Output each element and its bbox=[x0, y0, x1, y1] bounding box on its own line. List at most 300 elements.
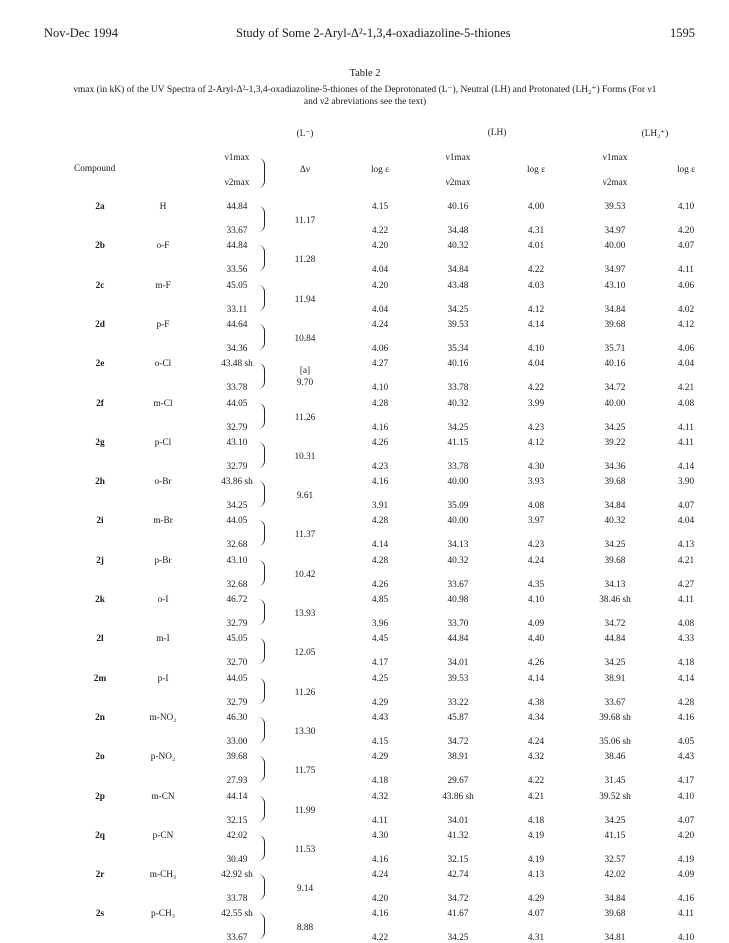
nu1-deprotonated: 44.05 bbox=[226, 398, 248, 409]
nu1-deprotonated: 42.92 sh bbox=[221, 870, 253, 881]
nu2-deprotonated: 32.79 bbox=[226, 697, 248, 708]
loge2-neutral: 4.09 bbox=[527, 619, 545, 629]
nu1-neutral: 38.91 bbox=[447, 752, 469, 763]
loge2-deprotonated: 4.11 bbox=[372, 815, 388, 826]
nu2-deprotonated: 27.93 bbox=[226, 776, 248, 787]
compound-id: 2s bbox=[95, 909, 105, 920]
nu1-deprotonated: 45.05 bbox=[226, 280, 248, 291]
substituent: p-CN bbox=[152, 830, 174, 841]
nu2-deprotonated: 32.15 bbox=[226, 815, 248, 826]
loge2-neutral: 4.29 bbox=[527, 894, 545, 905]
loge1-protonated: 4.10 bbox=[677, 791, 695, 802]
nu1-deprotonated: 42.02 bbox=[226, 830, 248, 841]
nu1-neutral: 41.15 bbox=[447, 437, 469, 448]
compound-id: 2q bbox=[95, 830, 105, 841]
nu2-neutral: 34.25 bbox=[447, 304, 469, 315]
nu2-deprotonated: 33.11 bbox=[226, 304, 248, 315]
substituent: m-F bbox=[155, 280, 171, 291]
loge2-neutral: 4.26 bbox=[527, 658, 545, 669]
loge2-neutral: 4.23 bbox=[527, 422, 545, 433]
loge1-deprotonated: 4.28 bbox=[371, 555, 389, 566]
row-brace bbox=[258, 796, 265, 822]
loge2-protonated: 4.20 bbox=[677, 226, 695, 236]
running-header-date: Nov-Dec 1994 bbox=[44, 26, 118, 40]
nu2-protonated: 34.97 bbox=[604, 226, 626, 236]
nu1-neutral: 43.86 sh bbox=[442, 791, 474, 802]
nu2-neutral: 34.13 bbox=[447, 540, 469, 551]
nu1-neutral: 40.16 bbox=[447, 202, 469, 212]
col-header-loge-LH2: log ε bbox=[676, 165, 696, 175]
delta-nu: 8.88 bbox=[296, 923, 314, 934]
nu1-neutral: 40.32 bbox=[447, 241, 469, 252]
nu1-neutral: 43.48 bbox=[447, 280, 469, 291]
nu1-protonated: 42.02 bbox=[604, 870, 626, 881]
group-header-protonated: (LH₂⁺) bbox=[641, 129, 669, 139]
substituent: m-NO₂ bbox=[149, 712, 177, 723]
delta-nu: 11.99 bbox=[294, 805, 316, 816]
nu2-neutral: 34.25 bbox=[447, 933, 469, 943]
loge2-protonated: 4.18 bbox=[677, 658, 695, 669]
nu2-neutral: 33.22 bbox=[447, 697, 469, 708]
loge2-deprotonated: 3.91 bbox=[371, 501, 389, 512]
substituent: p-NO₂ bbox=[150, 752, 176, 763]
loge1-protonated: 4.21 bbox=[677, 555, 695, 566]
running-header-title: Study of Some 2-Aryl-Δ²-1,3,4-oxadiazoline-5-thiones bbox=[236, 26, 511, 40]
delta-nu: 13.93 bbox=[294, 609, 316, 619]
row-brace bbox=[258, 520, 265, 546]
substituent: m-I bbox=[156, 634, 170, 645]
nu1-deprotonated: 43.48 sh bbox=[221, 359, 253, 370]
loge2-neutral: 4.10 bbox=[527, 343, 545, 354]
col-header-delta-nu: Δν bbox=[299, 165, 311, 175]
loge1-protonated: 4.11 bbox=[678, 909, 694, 920]
nu2-neutral: 33.70 bbox=[447, 619, 469, 629]
nu2-neutral: 29.67 bbox=[447, 776, 469, 787]
nu2-deprotonated: 32.68 bbox=[226, 579, 248, 590]
nu1-neutral: 44.84 bbox=[447, 634, 469, 645]
nu1-protonated: 39.68 bbox=[604, 319, 626, 330]
loge1-protonated: 4.07 bbox=[677, 241, 695, 252]
loge2-protonated: 4.07 bbox=[677, 815, 695, 826]
loge2-deprotonated: 4.15 bbox=[371, 736, 389, 747]
substituent: o-I bbox=[157, 595, 169, 605]
nu1-deprotonated: 44.05 bbox=[226, 673, 248, 684]
compound-id: 2m bbox=[93, 673, 107, 684]
substituent: p-CH₃ bbox=[151, 909, 175, 920]
nu2-protonated: 32.57 bbox=[604, 854, 626, 865]
nu2-protonated: 34.25 bbox=[604, 540, 626, 551]
loge1-protonated: 4.14 bbox=[677, 673, 695, 684]
loge1-protonated: 4.09 bbox=[677, 870, 695, 881]
nu2-protonated: 34.84 bbox=[604, 304, 626, 315]
delta-nu: 9.70 bbox=[296, 378, 314, 389]
row-brace bbox=[258, 403, 265, 429]
substituent: o-Br bbox=[154, 477, 172, 488]
loge1-deprotonated: 4.26 bbox=[371, 437, 389, 448]
table-label: Table 2 bbox=[349, 68, 381, 79]
delta-nu: 9.61 bbox=[296, 491, 314, 502]
loge2-deprotonated: 4.20 bbox=[371, 894, 389, 905]
loge2-protonated: 4.17 bbox=[677, 776, 695, 787]
loge1-neutral: 4.07 bbox=[527, 909, 545, 920]
delta-nu: 11.26 bbox=[294, 412, 316, 423]
loge1-deprotonated: 4.24 bbox=[371, 870, 389, 881]
col-header-nu1-LH: ν1max bbox=[445, 153, 471, 163]
loge2-protonated: 4.02 bbox=[677, 304, 695, 315]
row-brace bbox=[258, 756, 265, 782]
loge1-neutral: 4.03 bbox=[527, 280, 545, 291]
nu2-protonated: 34.81 bbox=[604, 933, 626, 943]
loge1-deprotonated: 4.24 bbox=[371, 319, 389, 330]
nu2-neutral: 32.15 bbox=[447, 854, 469, 865]
compound-id: 2i bbox=[96, 516, 104, 527]
loge2-protonated: 4.16 bbox=[677, 894, 695, 905]
col-header-nu2-LH: ν2max bbox=[445, 178, 471, 188]
row-brace bbox=[258, 638, 265, 664]
nu2-protonated: 35.71 bbox=[604, 343, 626, 354]
nu1-deprotonated: 44.05 bbox=[226, 516, 248, 527]
compound-id: 2d bbox=[95, 319, 105, 330]
row-brace bbox=[258, 874, 265, 900]
delta-nu-note: [a] bbox=[299, 366, 311, 377]
nu1-protonated: 40.00 bbox=[604, 241, 626, 252]
loge2-neutral: 4.38 bbox=[527, 697, 545, 708]
loge1-protonated: 4.16 bbox=[677, 712, 695, 723]
nu1-protonated: 39.52 sh bbox=[599, 791, 631, 802]
nu1-deprotonated: 44.64 bbox=[226, 319, 248, 330]
loge1-neutral: 4.01 bbox=[527, 241, 545, 252]
loge1-neutral: 4.00 bbox=[527, 202, 545, 212]
loge2-deprotonated: 4.16 bbox=[371, 854, 389, 865]
nu2-deprotonated: 30.49 bbox=[226, 854, 248, 865]
group-header-deprotonated: (L⁻) bbox=[296, 129, 314, 139]
nu1-neutral: 42.74 bbox=[447, 870, 469, 881]
row-brace bbox=[258, 363, 265, 389]
nu2-deprotonated: 32.79 bbox=[226, 422, 248, 433]
loge1-protonated: 4.08 bbox=[677, 398, 695, 409]
nu2-protonated: 35.06 sh bbox=[599, 736, 631, 747]
nu2-protonated: 33.67 bbox=[604, 697, 626, 708]
compound-id: 2k bbox=[95, 595, 105, 605]
loge1-protonated: 4.11 bbox=[678, 595, 694, 605]
nu1-protonated: 40.32 bbox=[604, 516, 626, 527]
nu1-protonated: 39.68 sh bbox=[599, 712, 631, 723]
header-brace bbox=[258, 158, 265, 188]
loge1-protonated: 3.90 bbox=[677, 477, 695, 488]
nu1-neutral: 41.32 bbox=[447, 830, 469, 841]
loge2-deprotonated: 4.23 bbox=[371, 461, 389, 472]
nu1-deprotonated: 45.05 bbox=[226, 634, 248, 645]
loge2-neutral: 4.35 bbox=[527, 579, 545, 590]
delta-nu: 11.26 bbox=[294, 687, 316, 698]
nu1-neutral: 40.00 bbox=[447, 477, 469, 488]
loge2-protonated: 4.07 bbox=[677, 501, 695, 512]
row-brace bbox=[258, 442, 265, 468]
nu2-neutral: 35.09 bbox=[447, 501, 469, 512]
loge2-protonated: 4.06 bbox=[677, 343, 695, 354]
nu1-neutral: 39.53 bbox=[447, 673, 469, 684]
loge1-neutral: 4.10 bbox=[527, 595, 545, 605]
loge1-protonated: 4.10 bbox=[677, 202, 695, 212]
delta-nu: 11.75 bbox=[294, 766, 316, 777]
nu1-deprotonated: 42.55 sh bbox=[221, 909, 253, 920]
loge1-deprotonated: 4.28 bbox=[371, 516, 389, 527]
nu1-neutral: 39.53 bbox=[447, 319, 469, 330]
nu1-protonated: 39.53 bbox=[604, 202, 626, 212]
nu2-deprotonated: 32.79 bbox=[226, 461, 248, 472]
loge1-deprotonated: 4.43 bbox=[371, 712, 389, 723]
loge1-neutral: 4.12 bbox=[527, 437, 545, 448]
row-brace bbox=[258, 717, 265, 743]
nu2-protonated: 34.84 bbox=[604, 894, 626, 905]
loge2-protonated: 4.11 bbox=[678, 422, 694, 433]
substituent: o-Cl bbox=[154, 359, 172, 370]
loge1-deprotonated: 4.15 bbox=[371, 202, 389, 212]
nu2-deprotonated: 32.79 bbox=[226, 619, 248, 629]
nu1-neutral: 45.87 bbox=[447, 712, 469, 723]
loge2-protonated: 4.08 bbox=[677, 619, 695, 629]
loge2-neutral: 4.31 bbox=[527, 226, 545, 236]
loge2-deprotonated: 4.22 bbox=[371, 933, 389, 943]
row-brace bbox=[258, 835, 265, 861]
loge2-protonated: 4.28 bbox=[677, 697, 695, 708]
compound-id: 2j bbox=[96, 555, 104, 566]
delta-nu: 11.53 bbox=[294, 844, 316, 855]
nu1-deprotonated: 46.72 bbox=[226, 595, 248, 605]
nu1-deprotonated: 46.30 bbox=[226, 712, 248, 723]
loge1-neutral: 4.19 bbox=[527, 830, 545, 841]
nu1-neutral: 40.00 bbox=[447, 516, 469, 527]
loge2-neutral: 4.23 bbox=[527, 540, 545, 551]
delta-nu: 11.28 bbox=[294, 255, 316, 266]
loge1-deprotonated: 4.29 bbox=[371, 752, 389, 763]
page-number: 1595 bbox=[670, 26, 695, 40]
nu1-deprotonated: 43.10 bbox=[226, 555, 248, 566]
loge2-protonated: 4.10 bbox=[677, 933, 695, 943]
nu2-protonated: 34.13 bbox=[604, 579, 626, 590]
nu1-neutral: 40.32 bbox=[447, 555, 469, 566]
loge2-deprotonated: 4.22 bbox=[371, 226, 389, 236]
nu2-neutral: 34.72 bbox=[447, 894, 469, 905]
nu2-neutral: 34.01 bbox=[447, 658, 469, 669]
loge1-protonated: 4.11 bbox=[678, 437, 694, 448]
delta-nu: 13.30 bbox=[294, 726, 316, 737]
nu1-deprotonated: 43.86 sh bbox=[221, 477, 253, 488]
row-brace bbox=[258, 324, 265, 350]
nu2-protonated: 34.84 bbox=[604, 501, 626, 512]
row-brace bbox=[258, 678, 265, 704]
nu2-protonated: 34.72 bbox=[604, 619, 626, 629]
compound-id: 2f bbox=[96, 398, 104, 409]
delta-nu: 10.42 bbox=[294, 569, 316, 580]
loge2-deprotonated: 4.10 bbox=[371, 383, 389, 394]
loge2-neutral: 4.24 bbox=[527, 736, 545, 747]
substituent: H bbox=[159, 202, 167, 212]
nu2-neutral: 34.48 bbox=[447, 226, 469, 236]
nu2-neutral: 34.25 bbox=[447, 422, 469, 433]
delta-nu: 11.94 bbox=[294, 294, 316, 305]
nu2-deprotonated: 33.56 bbox=[226, 265, 248, 276]
row-brace bbox=[258, 245, 265, 271]
loge2-deprotonated: 3.96 bbox=[371, 619, 389, 629]
loge2-protonated: 4.05 bbox=[677, 736, 695, 747]
substituent: m-CN bbox=[151, 791, 175, 802]
loge1-neutral: 4.04 bbox=[527, 359, 545, 370]
col-header-nu2-L: ν2max bbox=[224, 178, 250, 188]
loge1-protonated: 4.04 bbox=[677, 516, 695, 527]
nu1-protonated: 38.91 bbox=[604, 673, 626, 684]
loge2-neutral: 4.22 bbox=[527, 265, 545, 276]
loge1-neutral: 4.24 bbox=[527, 555, 545, 566]
loge1-deprotonated: 4.20 bbox=[371, 280, 389, 291]
nu1-deprotonated: 43.10 bbox=[226, 437, 248, 448]
loge1-deprotonated: 4.16 bbox=[371, 477, 389, 488]
loge1-protonated: 4.06 bbox=[677, 280, 695, 291]
loge1-deprotonated: 4.27 bbox=[371, 359, 389, 370]
loge2-neutral: 4.31 bbox=[527, 933, 545, 943]
delta-nu: 11.17 bbox=[294, 216, 316, 226]
loge1-neutral: 4.13 bbox=[527, 870, 545, 881]
nu2-protonated: 31.45 bbox=[604, 776, 626, 787]
loge1-neutral: 4.40 bbox=[527, 634, 545, 645]
row-brace bbox=[258, 206, 265, 232]
nu1-neutral: 41.67 bbox=[447, 909, 469, 920]
substituent: m-Br bbox=[153, 516, 173, 527]
nu1-deprotonated: 44.84 bbox=[226, 241, 248, 252]
substituent: p-I bbox=[157, 673, 169, 684]
row-brace bbox=[258, 285, 265, 311]
compound-id: 2p bbox=[95, 791, 105, 802]
substituent: o-F bbox=[156, 241, 170, 252]
nu2-deprotonated: 32.70 bbox=[226, 658, 248, 669]
loge2-neutral: 4.18 bbox=[527, 815, 545, 826]
loge2-deprotonated: 4.14 bbox=[371, 540, 389, 551]
loge1-protonated: 4.43 bbox=[677, 752, 695, 763]
nu2-protonated: 34.25 bbox=[604, 422, 626, 433]
col-header-nu1-L: ν1max bbox=[224, 153, 250, 163]
row-brace bbox=[258, 913, 265, 939]
nu1-protonated: 39.68 bbox=[604, 555, 626, 566]
loge2-deprotonated: 4.26 bbox=[371, 579, 389, 590]
row-brace bbox=[258, 481, 265, 507]
nu1-protonated: 41.15 bbox=[604, 830, 626, 841]
nu2-deprotonated: 33.67 bbox=[226, 933, 248, 943]
nu2-neutral: 34.84 bbox=[447, 265, 469, 276]
loge1-neutral: 3.93 bbox=[527, 477, 545, 488]
compound-id: 2n bbox=[95, 712, 105, 723]
loge1-protonated: 4.33 bbox=[677, 634, 695, 645]
nu2-neutral: 34.01 bbox=[447, 815, 469, 826]
loge2-neutral: 4.19 bbox=[527, 854, 545, 865]
loge1-deprotonated: 4.16 bbox=[371, 909, 389, 920]
loge2-deprotonated: 4.06 bbox=[371, 343, 389, 354]
col-header-nu1-LH2: ν1max bbox=[602, 153, 628, 163]
loge1-protonated: 4.20 bbox=[677, 830, 695, 841]
row-brace bbox=[258, 560, 265, 586]
compound-id: 2b bbox=[95, 241, 105, 252]
nu2-deprotonated: 33.78 bbox=[226, 894, 248, 905]
substituent: p-Br bbox=[154, 555, 172, 566]
nu1-deprotonated: 44.14 bbox=[226, 791, 248, 802]
nu1-protonated: 43.10 bbox=[604, 280, 626, 291]
compound-id: 2a bbox=[95, 202, 105, 212]
loge1-deprotonated: 4.25 bbox=[371, 673, 389, 684]
nu2-deprotonated: 32.68 bbox=[226, 540, 248, 551]
nu2-protonated: 34.25 bbox=[604, 658, 626, 669]
loge1-deprotonated: 4.28 bbox=[371, 398, 389, 409]
loge2-protonated: 4.11 bbox=[678, 265, 694, 276]
delta-nu: 12.05 bbox=[294, 648, 316, 659]
loge2-deprotonated: 4.18 bbox=[371, 776, 389, 787]
loge2-deprotonated: 4.17 bbox=[371, 658, 389, 669]
nu2-deprotonated: 33.00 bbox=[226, 736, 248, 747]
nu1-deprotonated: 44.84 bbox=[226, 202, 248, 212]
compound-id: 2g bbox=[95, 437, 105, 448]
substituent: m-Cl bbox=[153, 398, 173, 409]
loge2-neutral: 4.22 bbox=[527, 776, 545, 787]
substituent: m-CH₃ bbox=[149, 870, 177, 881]
nu2-deprotonated: 34.36 bbox=[226, 343, 248, 354]
loge2-protonated: 4.21 bbox=[677, 383, 695, 394]
compound-id: 2l bbox=[96, 634, 104, 645]
loge2-protonated: 4.19 bbox=[677, 854, 695, 865]
nu2-protonated: 34.25 bbox=[604, 815, 626, 826]
nu2-neutral: 35.34 bbox=[447, 343, 469, 354]
nu2-deprotonated: 33.67 bbox=[226, 226, 248, 236]
nu2-protonated: 34.97 bbox=[604, 265, 626, 276]
nu2-protonated: 34.72 bbox=[604, 383, 626, 394]
loge2-neutral: 4.08 bbox=[527, 501, 545, 512]
col-header-loge-LH: log ε bbox=[526, 165, 546, 175]
loge1-deprotonated: 4.30 bbox=[371, 830, 389, 841]
compound-id: 2c bbox=[95, 280, 105, 291]
loge1-neutral: 4.32 bbox=[527, 752, 545, 763]
delta-nu: 10.84 bbox=[294, 333, 316, 344]
table-caption-line1: νmax (in kK) of the UV Spectra of 2-Aryl-Δ²-1,3,4-oxadiazoline-5-thiones of the Deprotonated (L⁻), Neutral (LH) and Protonated (LH₂⁺) Forms (For ν1 bbox=[73, 85, 657, 95]
nu2-neutral: 34.72 bbox=[447, 736, 469, 747]
loge2-deprotonated: 4.29 bbox=[371, 697, 389, 708]
delta-nu: 10.31 bbox=[294, 451, 316, 462]
loge1-deprotonated: 4.20 bbox=[371, 241, 389, 252]
loge2-protonated: 4.13 bbox=[677, 540, 695, 551]
loge2-protonated: 4.14 bbox=[677, 461, 695, 472]
loge2-deprotonated: 4.04 bbox=[371, 265, 389, 276]
nu1-neutral: 40.16 bbox=[447, 359, 469, 370]
loge1-protonated: 4.04 bbox=[677, 359, 695, 370]
delta-nu: 11.37 bbox=[294, 530, 316, 541]
nu1-protonated: 38.46 bbox=[604, 752, 626, 763]
loge1-neutral: 4.34 bbox=[527, 712, 545, 723]
col-header-loge-L: log ε bbox=[370, 165, 390, 175]
nu2-neutral: 33.78 bbox=[447, 383, 469, 394]
loge1-neutral: 4.14 bbox=[527, 673, 545, 684]
nu1-protonated: 38.46 sh bbox=[599, 595, 631, 605]
nu2-neutral: 33.67 bbox=[447, 579, 469, 590]
compound-id: 2h bbox=[95, 477, 105, 488]
loge1-protonated: 4.12 bbox=[677, 319, 695, 330]
loge1-neutral: 3.97 bbox=[527, 516, 545, 527]
nu1-protonated: 44.84 bbox=[604, 634, 626, 645]
col-header-compound: Compound bbox=[74, 164, 116, 174]
group-header-neutral: (LH) bbox=[487, 128, 507, 138]
substituent: p-Cl bbox=[154, 437, 172, 448]
nu2-protonated: 34.36 bbox=[604, 461, 626, 472]
loge1-deprotonated: 4.32 bbox=[371, 791, 389, 802]
nu2-neutral: 33.78 bbox=[447, 461, 469, 472]
loge1-neutral: 4.21 bbox=[527, 791, 545, 802]
nu1-protonated: 39.68 bbox=[604, 477, 626, 488]
nu1-protonated: 40.00 bbox=[604, 398, 626, 409]
